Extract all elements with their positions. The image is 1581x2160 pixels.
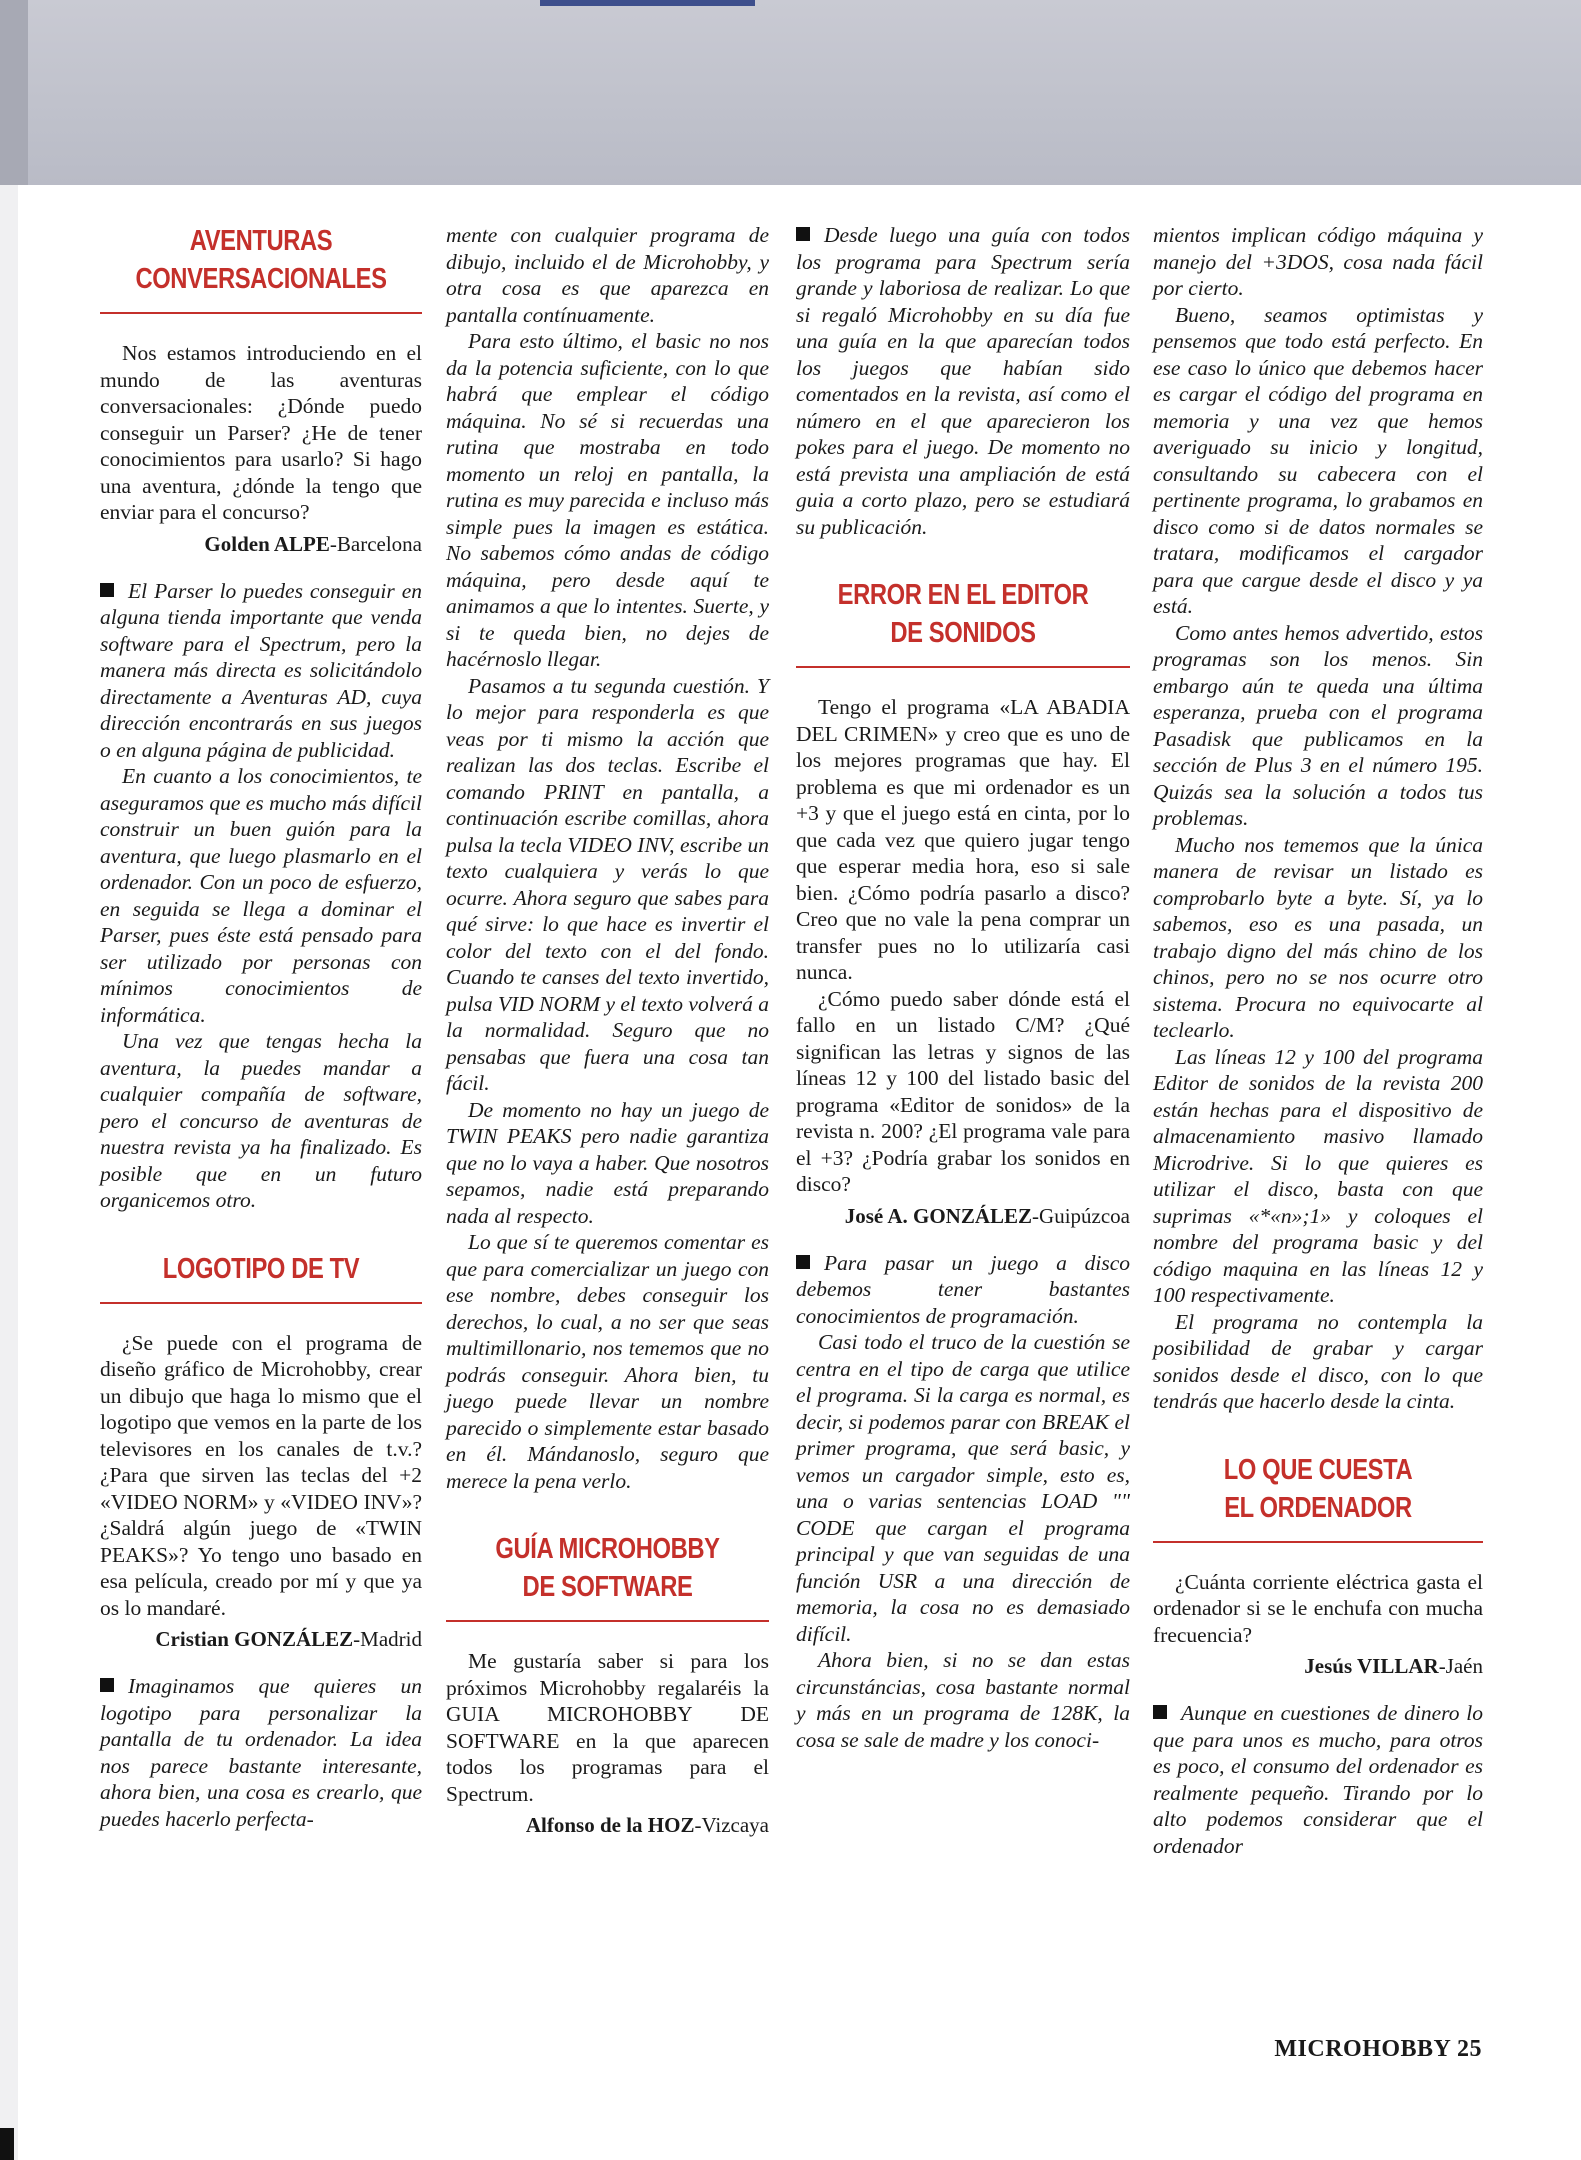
- banner-blue-strip: [540, 0, 755, 6]
- column-2: [446, 222, 769, 1859]
- heading-line: EL ORDENADOR: [1224, 1491, 1412, 1524]
- section-heading-guia: [446, 1530, 769, 1622]
- editor-answer: Bueno, seamos optimistas y pensemos que todo está perfecto. En ese caso lo único que debemos hacer es cargar el código del programa en memoria y una vez que hemos averiguado su inicio y longitud, consultando su cabecera con el pertinente programa, lo grabamos en disco como si de datos normales se tratara, modificamos el cargador para que cargue desde el disco y ya está.: [1153, 302, 1483, 618]
- sig-place: -Barcelona: [329, 531, 422, 556]
- reader-signature: [100, 530, 422, 558]
- reader-question: Tengo el programa «LA ABADIA DEL CRIMEN» y creo que es uno de los mejores programas que hay. El problema es que mi ordenador es un +3 y que el juego está en cinta, por lo que cada vez que quiero jugar tengo que esperar media hora, eso si sale bien. ¿Cómo podría pasarlo a disco? Creo que no vale la pena comprar un transfer pues no lo utilizaría casi nunca.: [796, 695, 1130, 984]
- banner-edge: [0, 0, 28, 185]
- editor-answer: Para esto último, el basic no nos da la potencia suficiente, con lo que habrá que emplear el código máquina. No sé si recuerdas una rutina que mostraba en todo momento un reloj en pantalla, la rutina es muy parecida e incluso más simple pues la imagen es estática. No sabemos cómo andas de código máquina, pero desde aquí te animamos a que lo intentes. Suerte, y si te queda bien, no dejes de hacérnoslo llegar.: [446, 329, 769, 671]
- editor-answer: mente con cualquier programa de dibujo, incluido el de Microhobby, y otra cosa es que aparezca en pantalla contínuamente.: [446, 223, 769, 327]
- page-gutter: [0, 185, 18, 2160]
- heading-rule: [100, 1302, 422, 1304]
- column-1: [100, 222, 422, 1832]
- corner-mark: [0, 2128, 14, 2160]
- editor-answer: Casi todo el truco de la cuestión se centra en el tipo de carga que utilice el programa. Si la carga es normal, es decir, si podemos parar con BREAK el primer programa, que será basic, y vemos un cargador simple, esto es, una o varias sentencias LOAD "" CODE que cargan el programa principal y que van seguidas de una función USR a una dirección de memoria, la cosa no es demasiado difícil.: [796, 1330, 1130, 1646]
- editor-answer: Imaginamos que quieres un logotipo para personalizar la pantalla de tu ordenador. La idea nos parece bastante interesante, ahora bien, una cosa es crearlo, que puedes hacerlo perfecta-: [100, 1674, 422, 1831]
- heading-rule: [446, 1620, 769, 1622]
- section-heading-error: [796, 576, 1130, 668]
- heading-line: LO QUE CUESTA: [1223, 1453, 1413, 1486]
- editor-answer: Lo que sí te queremos comentar es que para comercializar un juego con ese nombre, debes conseguir los derechos, lo cual, a no ser que seas multimillonario, nos tememos que no podrás conseguir. Ahora bien, tu juego puede llevar un nombre parecido o simplemente estar basado en él. Mándanoslo, seguro que merece la pena verlo.: [446, 1230, 769, 1493]
- bullet-square-icon: [100, 1678, 114, 1692]
- bullet-square-icon: [100, 583, 114, 597]
- magazine-name: MICROHOBBY: [1274, 2036, 1451, 2062]
- reader-signature: [796, 1202, 1130, 1230]
- sig-place: -Madrid: [353, 1627, 422, 1651]
- heading-line: DE SOFTWARE: [522, 1571, 693, 1603]
- editor-answer: mientos implican código máquina y manejo del +3DOS, cosa nada fácil por cierto.: [1153, 223, 1483, 300]
- editor-answer: Para pasar un juego a disco debemos tener bastantes conocimientos de programación.: [796, 1250, 1130, 1328]
- reader-question: ¿Se puede con el programa de diseño gráfico de Microhobby, crear un dibujo que haga lo mismo que el logotipo que vemos en la parte de los televisores en los canales de t.v.? ¿Para que sirven las teclas del +2 «VIDEO NORM» y «VIDEO INV»? ¿Saldrá algún juego de «TWIN PEAKS»? Yo tengo uno basado en esa película, creado por mí y que ya os lo mandaré.: [100, 1330, 422, 1620]
- reader-question: ¿Cuánta corriente eléctrica gasta el ordenador si se le enchufa con mucha frecuencia?: [1153, 1569, 1483, 1647]
- sig-name: Alfonso de la HOZ: [525, 1813, 695, 1837]
- editor-answer: Una vez que tengas hecha la aventura, la puedes mandar a cualquier compañía de software, pero el concurso de aventuras de nuestra revista ya ha finalizado. Es posible que en un futuro organicemos otro.: [100, 1029, 422, 1212]
- column-3: [796, 222, 1130, 1753]
- editor-answer: Aunque en cuestiones de dinero lo que para unos es mucho, para otros es poco, el consumo del ordenador es realmente pequeño. Tirando por lo alto podemos considerar que el ordenador: [1153, 1701, 1483, 1858]
- heading-line: DE SONIDOS: [890, 617, 1036, 649]
- reader-signature: [100, 1625, 422, 1653]
- sig-name: José A. GONZÁLEZ: [844, 1203, 1033, 1228]
- section-heading-cuesta: [1153, 1451, 1483, 1543]
- section-heading-aventuras: [100, 222, 422, 314]
- bullet-square-icon: [796, 227, 810, 241]
- heading-line: ERROR EN EL EDITOR: [837, 579, 1089, 611]
- sig-name: Jesús VILLAR: [1304, 1654, 1439, 1678]
- sig-place: -Guipúzcoa: [1032, 1203, 1130, 1228]
- reader-question: Me gustaría saber si para los próximos Microhobby regalaréis la GUIA MICROHOBBY DE SOFTWARE en la que aparecen todos los programas para el Spectrum.: [446, 1649, 769, 1806]
- editor-answer: Las líneas 12 y 100 del programa Editor de sonidos de la revista 200 están hechas para el dispositivo de almacenamiento masivo llamado Microdrive. Si lo que quieres es utilizar el disco, basta con que suprimas «*«n»;1» y coloques el nombre del programa basic y del código maquina en las líneas 12 y 100 respectivamente.: [1153, 1044, 1483, 1307]
- reader-signature: [446, 1811, 769, 1839]
- editor-answer: Ahora bien, si no se dan estas circunstáncias, cosa bastante normal y más en un programa de 128K, la cosa se sale de madre y los conoci-: [796, 1648, 1130, 1752]
- heading-rule: [796, 666, 1130, 668]
- section-heading-logotipo: [100, 1250, 422, 1304]
- reader-question: ¿Cómo puedo saber dónde está el fallo en un listado C/M? ¿Qué significan las letras y signos de las líneas 12 y 100 del listado basic del programa «Editor de sonidos» de la revista n. 200? ¿El programa vale para el +3? ¿Podría grabar los sonidos en disco?: [796, 986, 1130, 1196]
- editor-answer: En cuanto a los conocimientos, te aseguramos que es mucho más difícil construir un buen guión para la aventura, que luego plasmarlo en el ordenador. Con un poco de esfuerzo, en seguida se llega a dominar el Parser, pues éste está pensado para ser utilizado por personas con mínimos conocimientos de informática.: [100, 764, 422, 1027]
- heading-line: AVENTURAS: [189, 225, 333, 257]
- page-footer: [1262, 2036, 1482, 2063]
- editor-answer: Como antes hemos advertido, estos programas son los menos. Sin embargo aún te queda una última esperanza, prueba con el programa Pasadisk que publicamos en la sección de Plus 3 en el número 195. Quizás sea la solución a todos tus problemas.: [1153, 620, 1483, 830]
- editor-answer: Mucho nos tememos que la única manera de revisar un listado es comprobarlo byte a byte. Sí, ya lo sabemos, eso es una pasada, un trabajo digno del más chino de los chinos, pero no se nos ocurre otro sistema. Procura no equivocarte al teclearlo.: [1153, 832, 1483, 1042]
- heading-line: LOGOTIPO DE TV: [162, 1252, 360, 1285]
- editor-answer: El Parser lo puedes conseguir en alguna tienda importante que venda software para el Spectrum, pero la manera más directa es solicitándolo directamente a Aventuras AD, cuya dirección encontrarás en sus juegos o en alguna página de publicidad.: [100, 578, 422, 762]
- column-4: [1153, 222, 1483, 1859]
- editor-answer: El programa no contempla la posibilidad de grabar y cargar sonidos desde el disco, con lo que tendrás que hacerlo desde la cinta.: [1153, 1309, 1483, 1413]
- heading-line: CONVERSACIONALES: [135, 263, 387, 295]
- reader-question: Nos estamos introduciendo en el mundo de las aventuras conversacionales: ¿Dónde puedo conseguir un Parser? ¿He de tener conocimientos para usarlo? Si hago una aventura, ¿dónde la tengo que enviar para el concurso?: [100, 341, 422, 524]
- sig-name: Golden ALPE: [204, 531, 330, 556]
- heading-rule: [100, 312, 422, 314]
- header-photo-banner: [0, 0, 1581, 185]
- editor-answer: Desde luego una guía con todos los programa para Spectrum sería grande y laboriosa de realizar. Lo que si regaló Microhobby en su día fue una guía en la que aparecían todos los juegos que habían sido comentados en la revista, así como el número en el que aparecieron los pokes para el juego. De momento no está prevista una ampliación de está guia a corto plazo, pero se estudiará su publicación.: [796, 223, 1130, 539]
- heading-line: GUÍA MICROHOBBY: [495, 1533, 720, 1565]
- bullet-square-icon: [1153, 1705, 1167, 1719]
- editor-answer: De momento no hay un juego de TWIN PEAKS pero nadie garantiza que no lo vaya a haber. Que nosotros sepamos, nadie está preparando nada al respecto.: [446, 1097, 769, 1228]
- reader-signature: [1153, 1652, 1483, 1680]
- sig-place: -Vizcaya: [694, 1813, 769, 1837]
- page-number: 25: [1457, 2036, 1482, 2062]
- sig-name: Cristian GONZÁLEZ: [155, 1627, 354, 1651]
- sig-place: -Jaén: [1438, 1654, 1483, 1678]
- heading-rule: [1153, 1541, 1483, 1543]
- bullet-square-icon: [796, 1255, 810, 1269]
- editor-answer: Pasamos a tu segunda cuestión. Y lo mejor para responderla es que veas por ti mismo la acción que realizan las dos teclas. Escribe el comando PRINT en pantalla, a continuación escribe comillas, ahora pulsa la tecla VIDEO INV, escribe un texto cualquiera y verás lo que ocurre. Ahora seguro que sabes para qué sirve: lo que hace es invertir el color del texto con el del fondo. Cuando te canses del texto invertido, pulsa VID NORM y el texto volverá a la normalidad. Seguro que no pensabas que fuera una cosa tan fácil.: [446, 673, 770, 1095]
